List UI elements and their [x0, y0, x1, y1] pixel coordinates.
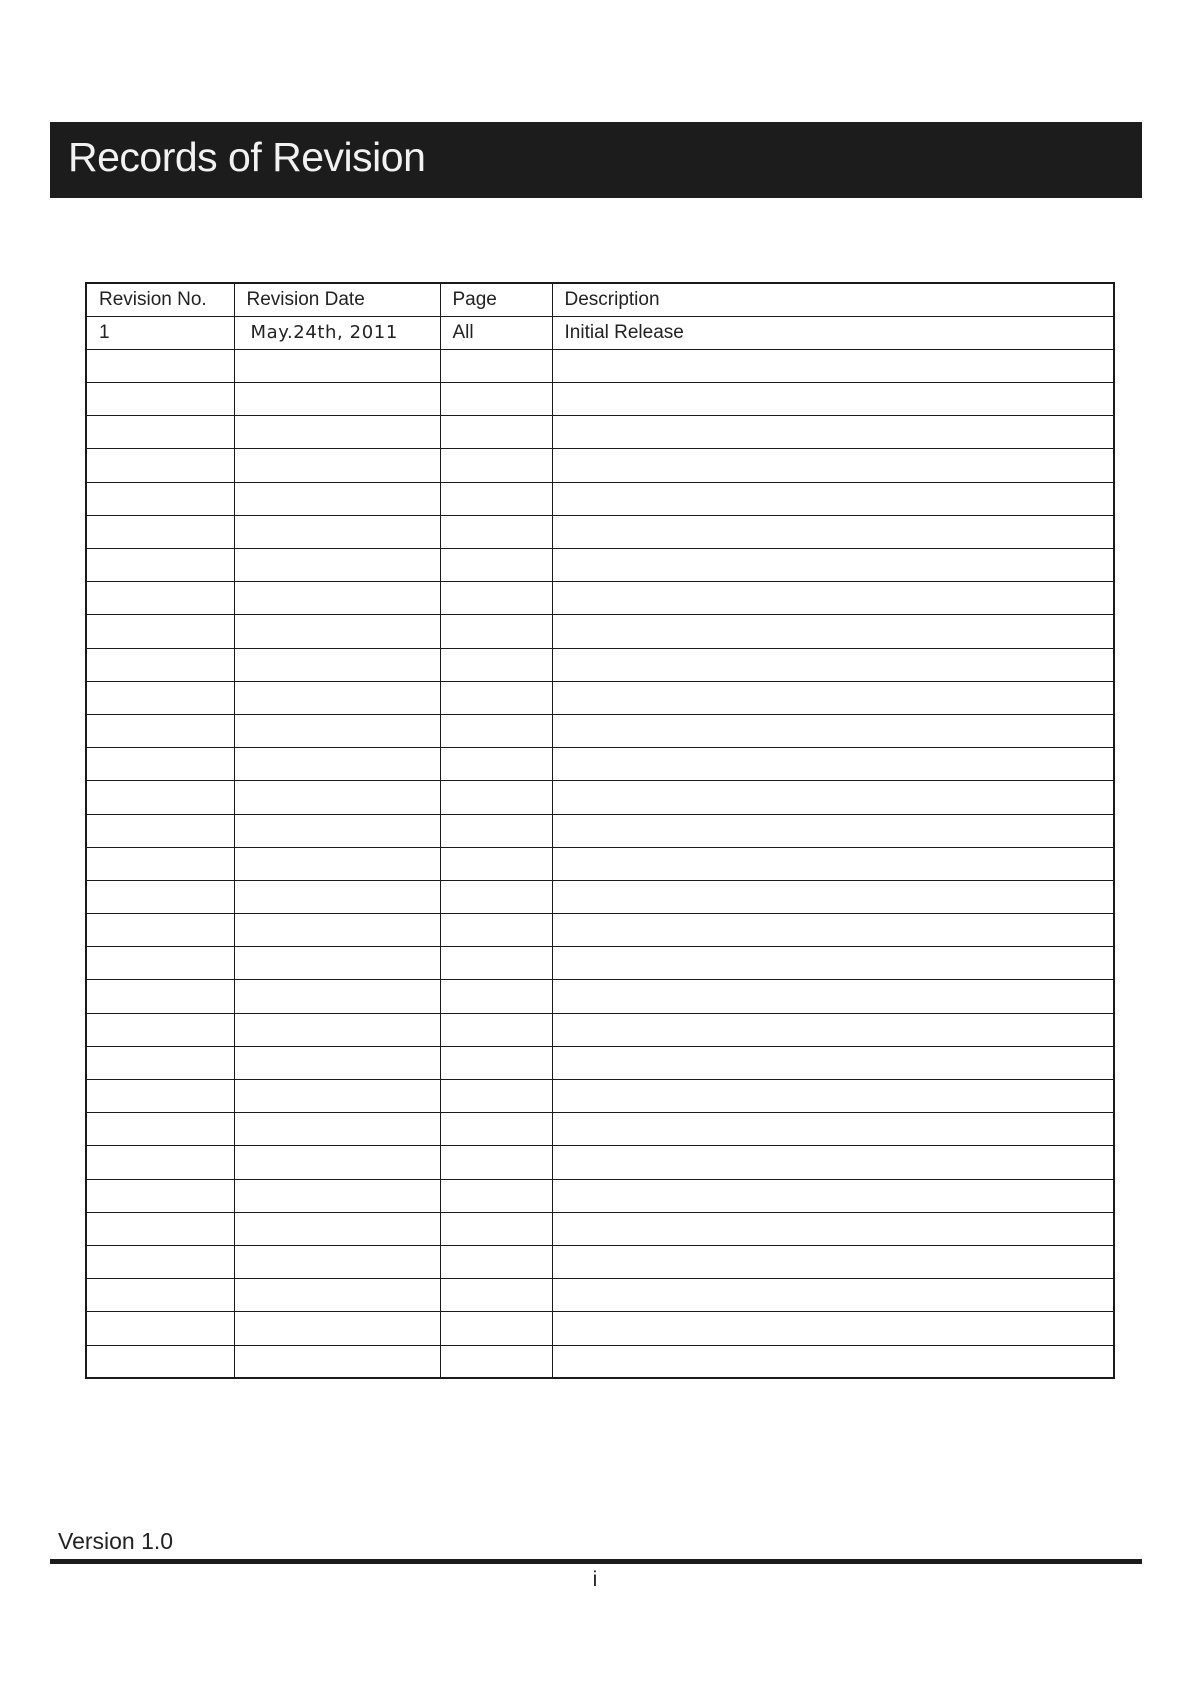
table-row [86, 1345, 1114, 1378]
column-header-page: Page [440, 283, 552, 316]
cell-revision-no [86, 582, 234, 615]
table-row [86, 1046, 1114, 1079]
cell-page [440, 714, 552, 747]
cell-page [440, 1212, 552, 1245]
cell-page [440, 1113, 552, 1146]
cell-revision-date [234, 1345, 440, 1378]
cell-page [440, 349, 552, 382]
cell-revision-no [86, 681, 234, 714]
revision-table [85, 282, 1115, 1379]
table-row [86, 1179, 1114, 1212]
cell-revision-date [234, 947, 440, 980]
cell-revision-no [86, 349, 234, 382]
cell-revision-no [86, 748, 234, 781]
cell-description [552, 582, 1114, 615]
table-row [86, 1212, 1114, 1245]
cell-revision-no [86, 714, 234, 747]
cell-revision-date [234, 1080, 440, 1113]
cell-description [552, 482, 1114, 515]
cell-description [552, 714, 1114, 747]
cell-description [552, 1046, 1114, 1079]
cell-revision-no [86, 1080, 234, 1113]
cell-description [552, 980, 1114, 1013]
cell-description [552, 515, 1114, 548]
cell-revision-date [234, 1179, 440, 1212]
cell-page [440, 582, 552, 615]
cell-revision-date [234, 980, 440, 1013]
cell-revision-no [86, 515, 234, 548]
table-row [86, 549, 1114, 582]
cell-revision-date [234, 1279, 440, 1312]
revision-table-body [86, 316, 1114, 1378]
cell-revision-no [86, 549, 234, 582]
cell-revision-date [234, 1146, 440, 1179]
cell-revision-no [86, 1113, 234, 1146]
cell-revision-date [234, 648, 440, 681]
cell-revision-date [234, 449, 440, 482]
cell-revision-date: May.24th, 2011 [234, 316, 440, 349]
table-row [86, 714, 1114, 747]
cell-page [440, 1080, 552, 1113]
table-row [86, 349, 1114, 382]
page-title: Records of Revision [68, 134, 426, 180]
cell-description [552, 449, 1114, 482]
cell-page [440, 1046, 552, 1079]
page-number: i [592, 1568, 598, 1591]
cell-revision-no [86, 880, 234, 913]
cell-page [440, 781, 552, 814]
cell-revision-no [86, 1312, 234, 1345]
cell-revision-date [234, 1312, 440, 1345]
footer-divider [50, 1559, 1142, 1564]
cell-revision-date [234, 847, 440, 880]
cell-description [552, 1146, 1114, 1179]
table-row [86, 814, 1114, 847]
cell-revision-no [86, 1179, 234, 1212]
cell-description [552, 847, 1114, 880]
version-label: Version 1.0 [58, 1528, 174, 1554]
cell-revision-date [234, 515, 440, 548]
cell-description: Initial Release [552, 316, 1114, 349]
cell-revision-date [234, 482, 440, 515]
cell-revision-date [234, 349, 440, 382]
cell-revision-no [86, 383, 234, 416]
cell-revision-no [86, 1013, 234, 1046]
cell-revision-date [234, 549, 440, 582]
cell-revision-no [86, 449, 234, 482]
cell-revision-date [234, 1245, 440, 1278]
cell-revision-no [86, 1279, 234, 1312]
table-row [86, 515, 1114, 548]
cell-revision-date [234, 1212, 440, 1245]
cell-page [440, 880, 552, 913]
cell-page [440, 1013, 552, 1046]
cell-revision-date [234, 1013, 440, 1046]
cell-page [440, 383, 552, 416]
cell-revision-no: 1 [86, 316, 234, 349]
cell-revision-no [86, 1212, 234, 1245]
table-row [86, 1013, 1114, 1046]
cell-description [552, 1080, 1114, 1113]
table-row [86, 1279, 1114, 1312]
cell-revision-no [86, 914, 234, 947]
cell-description [552, 914, 1114, 947]
cell-page [440, 1146, 552, 1179]
cell-revision-date [234, 880, 440, 913]
table-row [86, 383, 1114, 416]
cell-revision-date [234, 748, 440, 781]
cell-description [552, 1279, 1114, 1312]
cell-revision-no [86, 1345, 234, 1378]
cell-page [440, 947, 552, 980]
cell-description [552, 349, 1114, 382]
cell-revision-date [234, 681, 440, 714]
cell-description [552, 615, 1114, 648]
cell-page [440, 549, 552, 582]
table-row [86, 1245, 1114, 1278]
cell-description [552, 814, 1114, 847]
cell-description [552, 1212, 1114, 1245]
cell-description [552, 648, 1114, 681]
table-row [86, 1312, 1114, 1345]
cell-revision-date [234, 416, 440, 449]
cell-page [440, 681, 552, 714]
cell-revision-no [86, 1146, 234, 1179]
cell-page [440, 748, 552, 781]
cell-description [552, 549, 1114, 582]
table-row [86, 482, 1114, 515]
table-row [86, 1080, 1114, 1113]
cell-description [552, 383, 1114, 416]
cell-description [552, 681, 1114, 714]
cell-page [440, 980, 552, 1013]
table-row [86, 914, 1114, 947]
cell-page [440, 847, 552, 880]
cell-revision-no [86, 847, 234, 880]
table-row [86, 880, 1114, 913]
cell-description [552, 1179, 1114, 1212]
cell-page [440, 1345, 552, 1378]
cell-revision-no [86, 947, 234, 980]
table-row [86, 648, 1114, 681]
table-row [86, 615, 1114, 648]
cell-revision-date [234, 781, 440, 814]
cell-page [440, 914, 552, 947]
cell-description [552, 1312, 1114, 1345]
table-row [86, 980, 1114, 1013]
cell-revision-no [86, 1245, 234, 1278]
table-row [86, 781, 1114, 814]
cell-revision-no [86, 1046, 234, 1079]
cell-revision-no [86, 781, 234, 814]
table-row [86, 316, 1114, 349]
table-row [86, 681, 1114, 714]
cell-page [440, 1179, 552, 1212]
cell-revision-date [234, 814, 440, 847]
table-row [86, 582, 1114, 615]
cell-revision-no [86, 416, 234, 449]
cell-page [440, 515, 552, 548]
cell-description [552, 1245, 1114, 1278]
cell-description [552, 880, 1114, 913]
cell-page [440, 1312, 552, 1345]
cell-revision-no [86, 648, 234, 681]
cell-page [440, 482, 552, 515]
cell-page [440, 615, 552, 648]
cell-page [440, 1279, 552, 1312]
cell-revision-no [86, 814, 234, 847]
cell-description [552, 416, 1114, 449]
cell-revision-date [234, 582, 440, 615]
cell-revision-date [234, 1113, 440, 1146]
cell-revision-no [86, 482, 234, 515]
cell-revision-date [234, 383, 440, 416]
table-row [86, 416, 1114, 449]
table-row [86, 947, 1114, 980]
cell-description [552, 1345, 1114, 1378]
cell-revision-date [234, 714, 440, 747]
cell-description [552, 781, 1114, 814]
cell-page [440, 648, 552, 681]
cell-revision-no [86, 980, 234, 1013]
cell-revision-date [234, 1046, 440, 1079]
table-row [86, 748, 1114, 781]
cell-description [552, 748, 1114, 781]
cell-page [440, 814, 552, 847]
column-header-revision-no: Revision No. [86, 283, 234, 316]
table-row [86, 847, 1114, 880]
table-header-row [86, 283, 1114, 316]
cell-page: All [440, 316, 552, 349]
cell-description [552, 1013, 1114, 1046]
cell-description [552, 1113, 1114, 1146]
cell-description [552, 947, 1114, 980]
column-header-description: Description [552, 283, 1114, 316]
cell-page [440, 1245, 552, 1278]
table-row [86, 449, 1114, 482]
cell-revision-no [86, 615, 234, 648]
cell-page [440, 449, 552, 482]
table-row [86, 1146, 1114, 1179]
cell-page [440, 416, 552, 449]
table-row [86, 1113, 1114, 1146]
cell-revision-date [234, 615, 440, 648]
column-header-revision-date: Revision Date [234, 283, 440, 316]
cell-revision-date [234, 914, 440, 947]
title-banner [50, 122, 1142, 198]
